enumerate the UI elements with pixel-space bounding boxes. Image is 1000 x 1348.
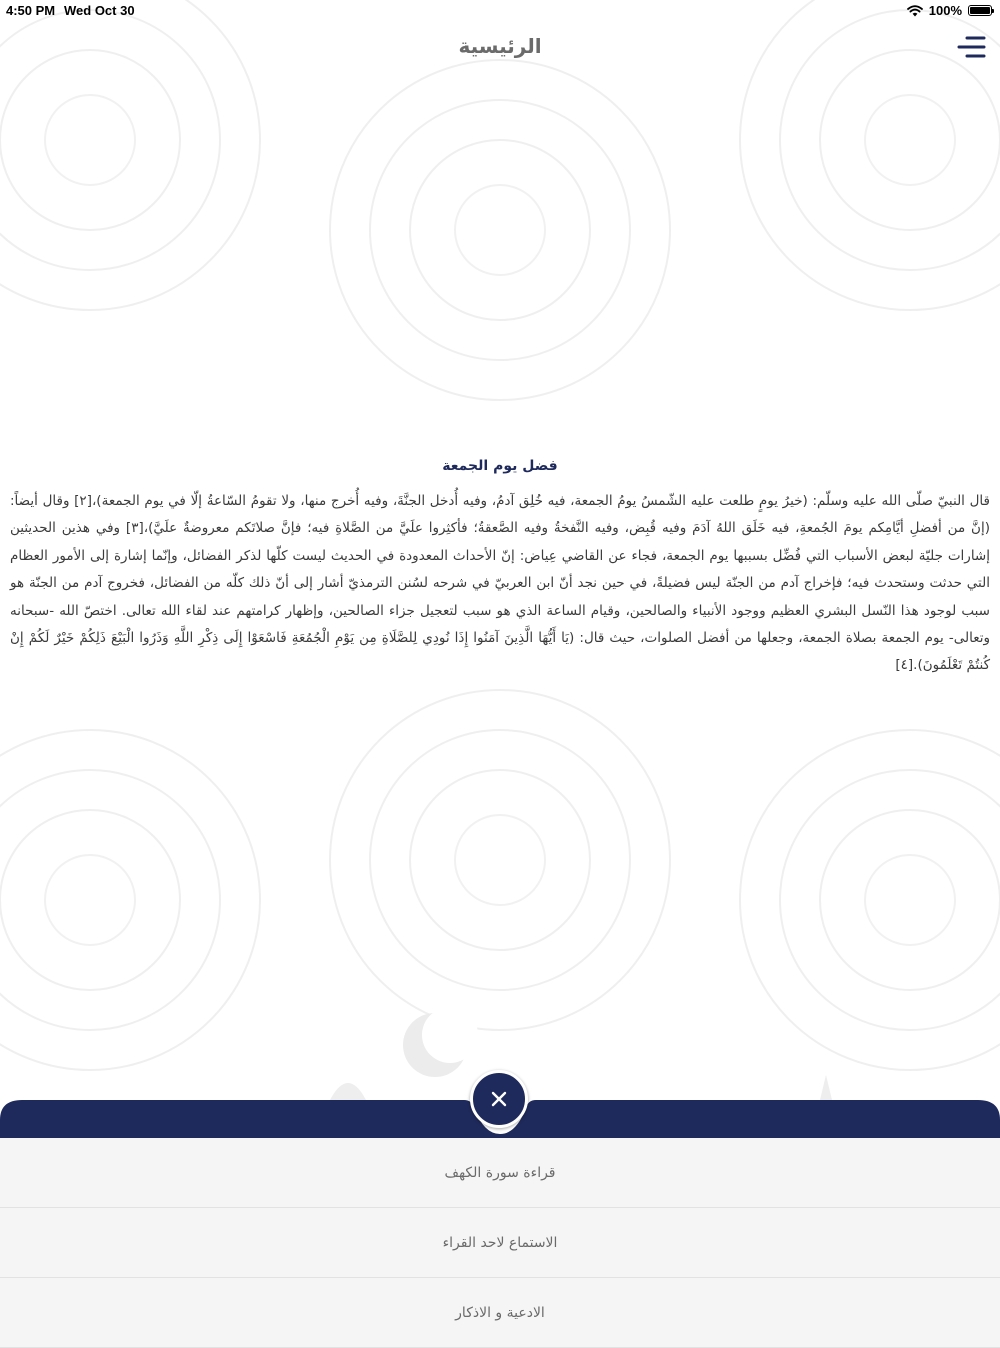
article [10, 458, 990, 680]
page-title: الرئيسية [458, 34, 542, 58]
menu-item-label: الاستماع لاحد القراء [442, 1234, 558, 1251]
rosette-right-bottom [740, 730, 1000, 1070]
rosette-top [330, 60, 670, 400]
status-date: Wed Oct 30 [64, 3, 135, 18]
status-right-group [907, 3, 992, 18]
status-time: 4:50 PM [6, 3, 56, 18]
close-icon [491, 1091, 507, 1107]
rosette-left-bottom [0, 730, 260, 1070]
article-body: قال النبيّ صلّى الله عليه وسلّم: (خيرُ يومٍ طلعت عليه الشّمسُ يومُ الجمعة، فيه خُلِق آدمُ، وفيه أُدخل الجنَّةَ، وفيه أُخرج منها، ولا تقومُ السّاعةُ إلّا في يوم الجمعة)،[٢] وقال أيضاً: (إنَّ من أفضلِ أيَّامِكم يومَ الجُمعةِ، فيه خَلَق اللهُ آدَمَ وفيه قُبِض، وفيه النَّفخةُ وفيه الصَّعقةُ؛ فأكثِروا علَيَّ من الصَّلاةِ فيه؛ فإنَّ صلاتَكم معروضةٌ علَيَّ)،[٣] وفي هذين الحديثين إشارات جليّة لبعض الأسباب التي فُضِّل بسببها يوم الجمعة، فجاء عن القاضي عِياض: إنّ الأحداث المعدودة في الحديث ليست كلّها لذكر الفضائل، وإنّما إشارة إلى الأمور العظام التي حدثت وستحدث فيه؛ فإخراج آدم من الجنّة ليس فضيلةً، في حين نجد أنّ ابن العربيّ في شرحه لسُنن الترمذيّ أشار إلى أنّ ذلك كلّه من الفضائل، فخروج آدم من الجنّة هو سبب لوجود هذا النّسل البشري العظيم ووجود الأنبياء والصالحين، وقيام الساعة الذي هو سبب لتعجيل جزاء الصالحين، وإظهار كرامتهم عند لقاء الله تعالى. اختصّ الله -سبحانه وتعالى- يوم الجمعة بصلاة الجمعة، وجعلها من أفضل الصلوات، حيث قال: (يَا أَيُّهَا الَّذِينَ آمَنُوا إِذَا نُودِي لِلصَّلَاةِ مِن يَوْمِ الْجُمُعَةِ فَاسْعَوْا إِلَى ذِكْرِ اللَّهِ وَذَرُوا الْبَيْعَ ذَلِكُمْ خَيْرٌ لَكُمْ إِنْ كُنتُمْ تَعْلَمُونَ).[٤] [10, 493, 990, 674]
article-title: فضل يوم الجمعة [442, 458, 558, 474]
battery-icon [968, 5, 992, 16]
battery-fill [970, 7, 990, 14]
crescent-moon-icon [403, 1007, 478, 1077]
menu-item-label: الادعية و الاذكار [455, 1304, 545, 1321]
menu-item-read-kahf[interactable] [0, 1138, 1000, 1208]
minaret-icon [820, 1075, 832, 1100]
bottom-menu-list [0, 1138, 1000, 1348]
menu-item-listen-reciters[interactable] [0, 1208, 1000, 1278]
battery-percent: 100% [928, 3, 962, 18]
menu-item-supplications[interactable] [0, 1278, 1000, 1348]
hamburger-menu-icon [956, 34, 986, 60]
menu-button[interactable] [956, 34, 986, 60]
status-bar [0, 0, 1000, 20]
bottom-menu-panel [0, 1098, 1000, 1334]
close-button[interactable] [470, 1070, 528, 1128]
menu-item-label: قراءة سورة الكهف [444, 1164, 556, 1181]
rosette-mid [330, 690, 670, 1030]
wifi-icon [907, 5, 923, 17]
